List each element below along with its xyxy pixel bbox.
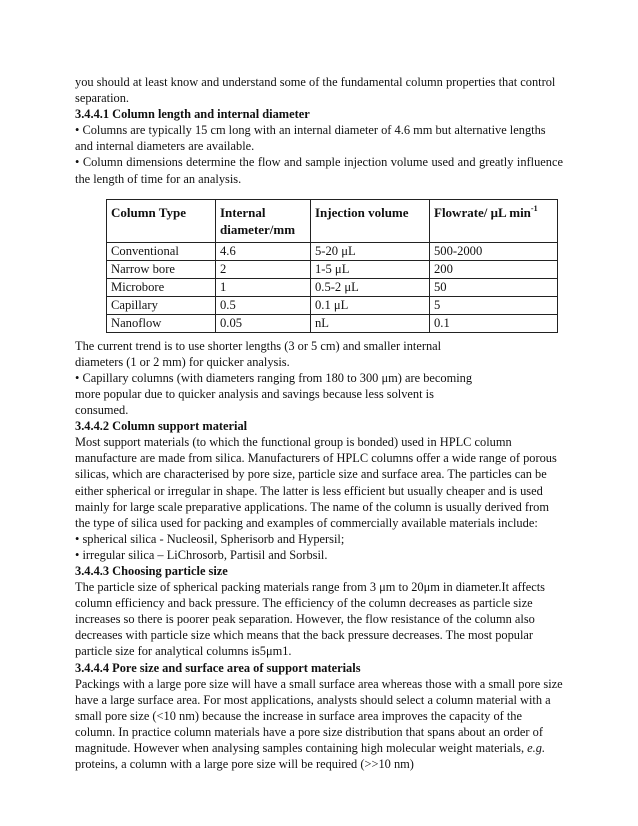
section-heading-column-length: 3.4.4.1 Column length and internal diameter bbox=[75, 107, 310, 122]
header-flowrate-label: Flowrate/ μL min bbox=[434, 204, 531, 220]
section-heading-pore-size: 3.4.4.4 Pore size and surface area of support materials bbox=[75, 660, 361, 675]
intro-paragraph: you should at least know and understand some of the fundamental column properties that control separation. bbox=[75, 75, 556, 106]
table-header-row bbox=[107, 199, 558, 242]
table-cell: 0.1 μL bbox=[311, 296, 430, 314]
table-cell: 1 bbox=[216, 278, 311, 296]
table-cell: 0.1 bbox=[430, 314, 558, 332]
table-row bbox=[107, 242, 558, 260]
table-cell: nL bbox=[311, 314, 430, 332]
pore-size-text-a: Packings with a large pore size will have a small surface area whereas those with a small pore size have a large surface area. For most applications, analysts should select a column material with a small pore size (<10 nm) because the increase in surface area improves the capacity of the column. In practice column materials have a pore size distribution that spans about an order of magnitude. However when analysing samples containing high molecular weight materials, bbox=[75, 676, 563, 755]
table-cell: Microbore bbox=[107, 278, 216, 296]
pore-size-paragraph bbox=[75, 676, 563, 773]
table-cell: 4.6 bbox=[216, 242, 311, 260]
table-row bbox=[107, 260, 558, 278]
column-dimensions-table bbox=[106, 199, 558, 333]
bullet-spherical-silica: • spherical silica - Nucleosil, Spherisorb and Hypersil; bbox=[75, 531, 563, 547]
table-cell: 1-5 μL bbox=[311, 260, 430, 278]
header-flowrate bbox=[430, 199, 558, 242]
table-cell: Conventional bbox=[107, 242, 216, 260]
document-page bbox=[75, 74, 563, 772]
table-cell: 0.5-2 μL bbox=[311, 278, 430, 296]
table-cell: 50 bbox=[430, 278, 558, 296]
column-dimensions-table-wrapper bbox=[106, 199, 563, 333]
table-cell: 0.05 bbox=[216, 314, 311, 332]
section-heading-particle-size: 3.4.4.3 Choosing particle size bbox=[75, 563, 228, 578]
trend-paragraph: The current trend is to use shorter lengths (3 or 5 cm) and smaller internal diameters (1 or 2 mm) for quicker analysis. bbox=[75, 338, 442, 369]
table-cell: 5-20 μL bbox=[311, 242, 430, 260]
table-cell: Narrow bore bbox=[107, 260, 216, 278]
table-row bbox=[107, 278, 558, 296]
particle-size-paragraph: The particle size of spherical packing materials range from 3 μm to 20μm in diameter.It affects column efficiency and back pressure. The efficiency of the column decreases as particle size increases so there is poorer peak separation. However, the flow resistance of the column also decreases with particle size which means that the back pressure decreases. The most popular particle size for analytical columns is5μm1. bbox=[75, 580, 545, 659]
table-cell: 500-2000 bbox=[430, 242, 558, 260]
bullet-irregular-silica: • irregular silica – LiChrosorb, Partisil and Sorbsil. bbox=[75, 547, 563, 563]
pore-size-text-b: proteins, a column with a large pore size will be required (>>10 nm) bbox=[75, 757, 414, 772]
table-cell: Capillary bbox=[107, 296, 216, 314]
header-injection-volume: Injection volume bbox=[311, 199, 430, 242]
table-cell: 5 bbox=[430, 296, 558, 314]
bullet-column-dimensions: • Column dimensions determine the flow and sample injection volume used and greatly influence the length of time for an analysis. bbox=[75, 154, 563, 186]
bullet-column-typical: • Columns are typically 15 cm long with an internal diameter of 4.6 mm but alternative lengths and internal diameters are available. bbox=[75, 122, 563, 154]
support-material-paragraph: Most support materials (to which the functional group is bonded) used in HPLC column manufacture are made from silica. Manufacturers of HPLC columns offer a wide range of porous silicas, which are characterised by pore size, particle size and surface area. The particles can be either spherical or irregular in shape. The latter is less efficient but usually cheaper and is used mainly for large scale preparative applications. The name of the column is usually derived from the type of silica used for packing and examples of commercially available materials include: bbox=[75, 435, 557, 530]
section-heading-support-material: 3.4.4.2 Column support material bbox=[75, 419, 248, 434]
table-cell: 200 bbox=[430, 260, 558, 278]
header-internal-diameter: Internal diameter/mm bbox=[216, 199, 311, 242]
header-flowrate-exponent: -1 bbox=[530, 203, 538, 213]
table-row bbox=[107, 296, 558, 314]
table-row bbox=[107, 314, 558, 332]
table-cell: 0.5 bbox=[216, 296, 311, 314]
header-column-type: Column Type bbox=[107, 199, 216, 242]
table-cell: Nanoflow bbox=[107, 314, 216, 332]
bullet-capillary-columns: • Capillary columns (with diameters ranging from 180 to 300 μm) are becoming more popular due to quicker analysis and savings because less solvent is consumed. bbox=[75, 370, 483, 418]
table-cell: 2 bbox=[216, 260, 311, 278]
pore-size-eg: e.g. bbox=[527, 741, 546, 755]
